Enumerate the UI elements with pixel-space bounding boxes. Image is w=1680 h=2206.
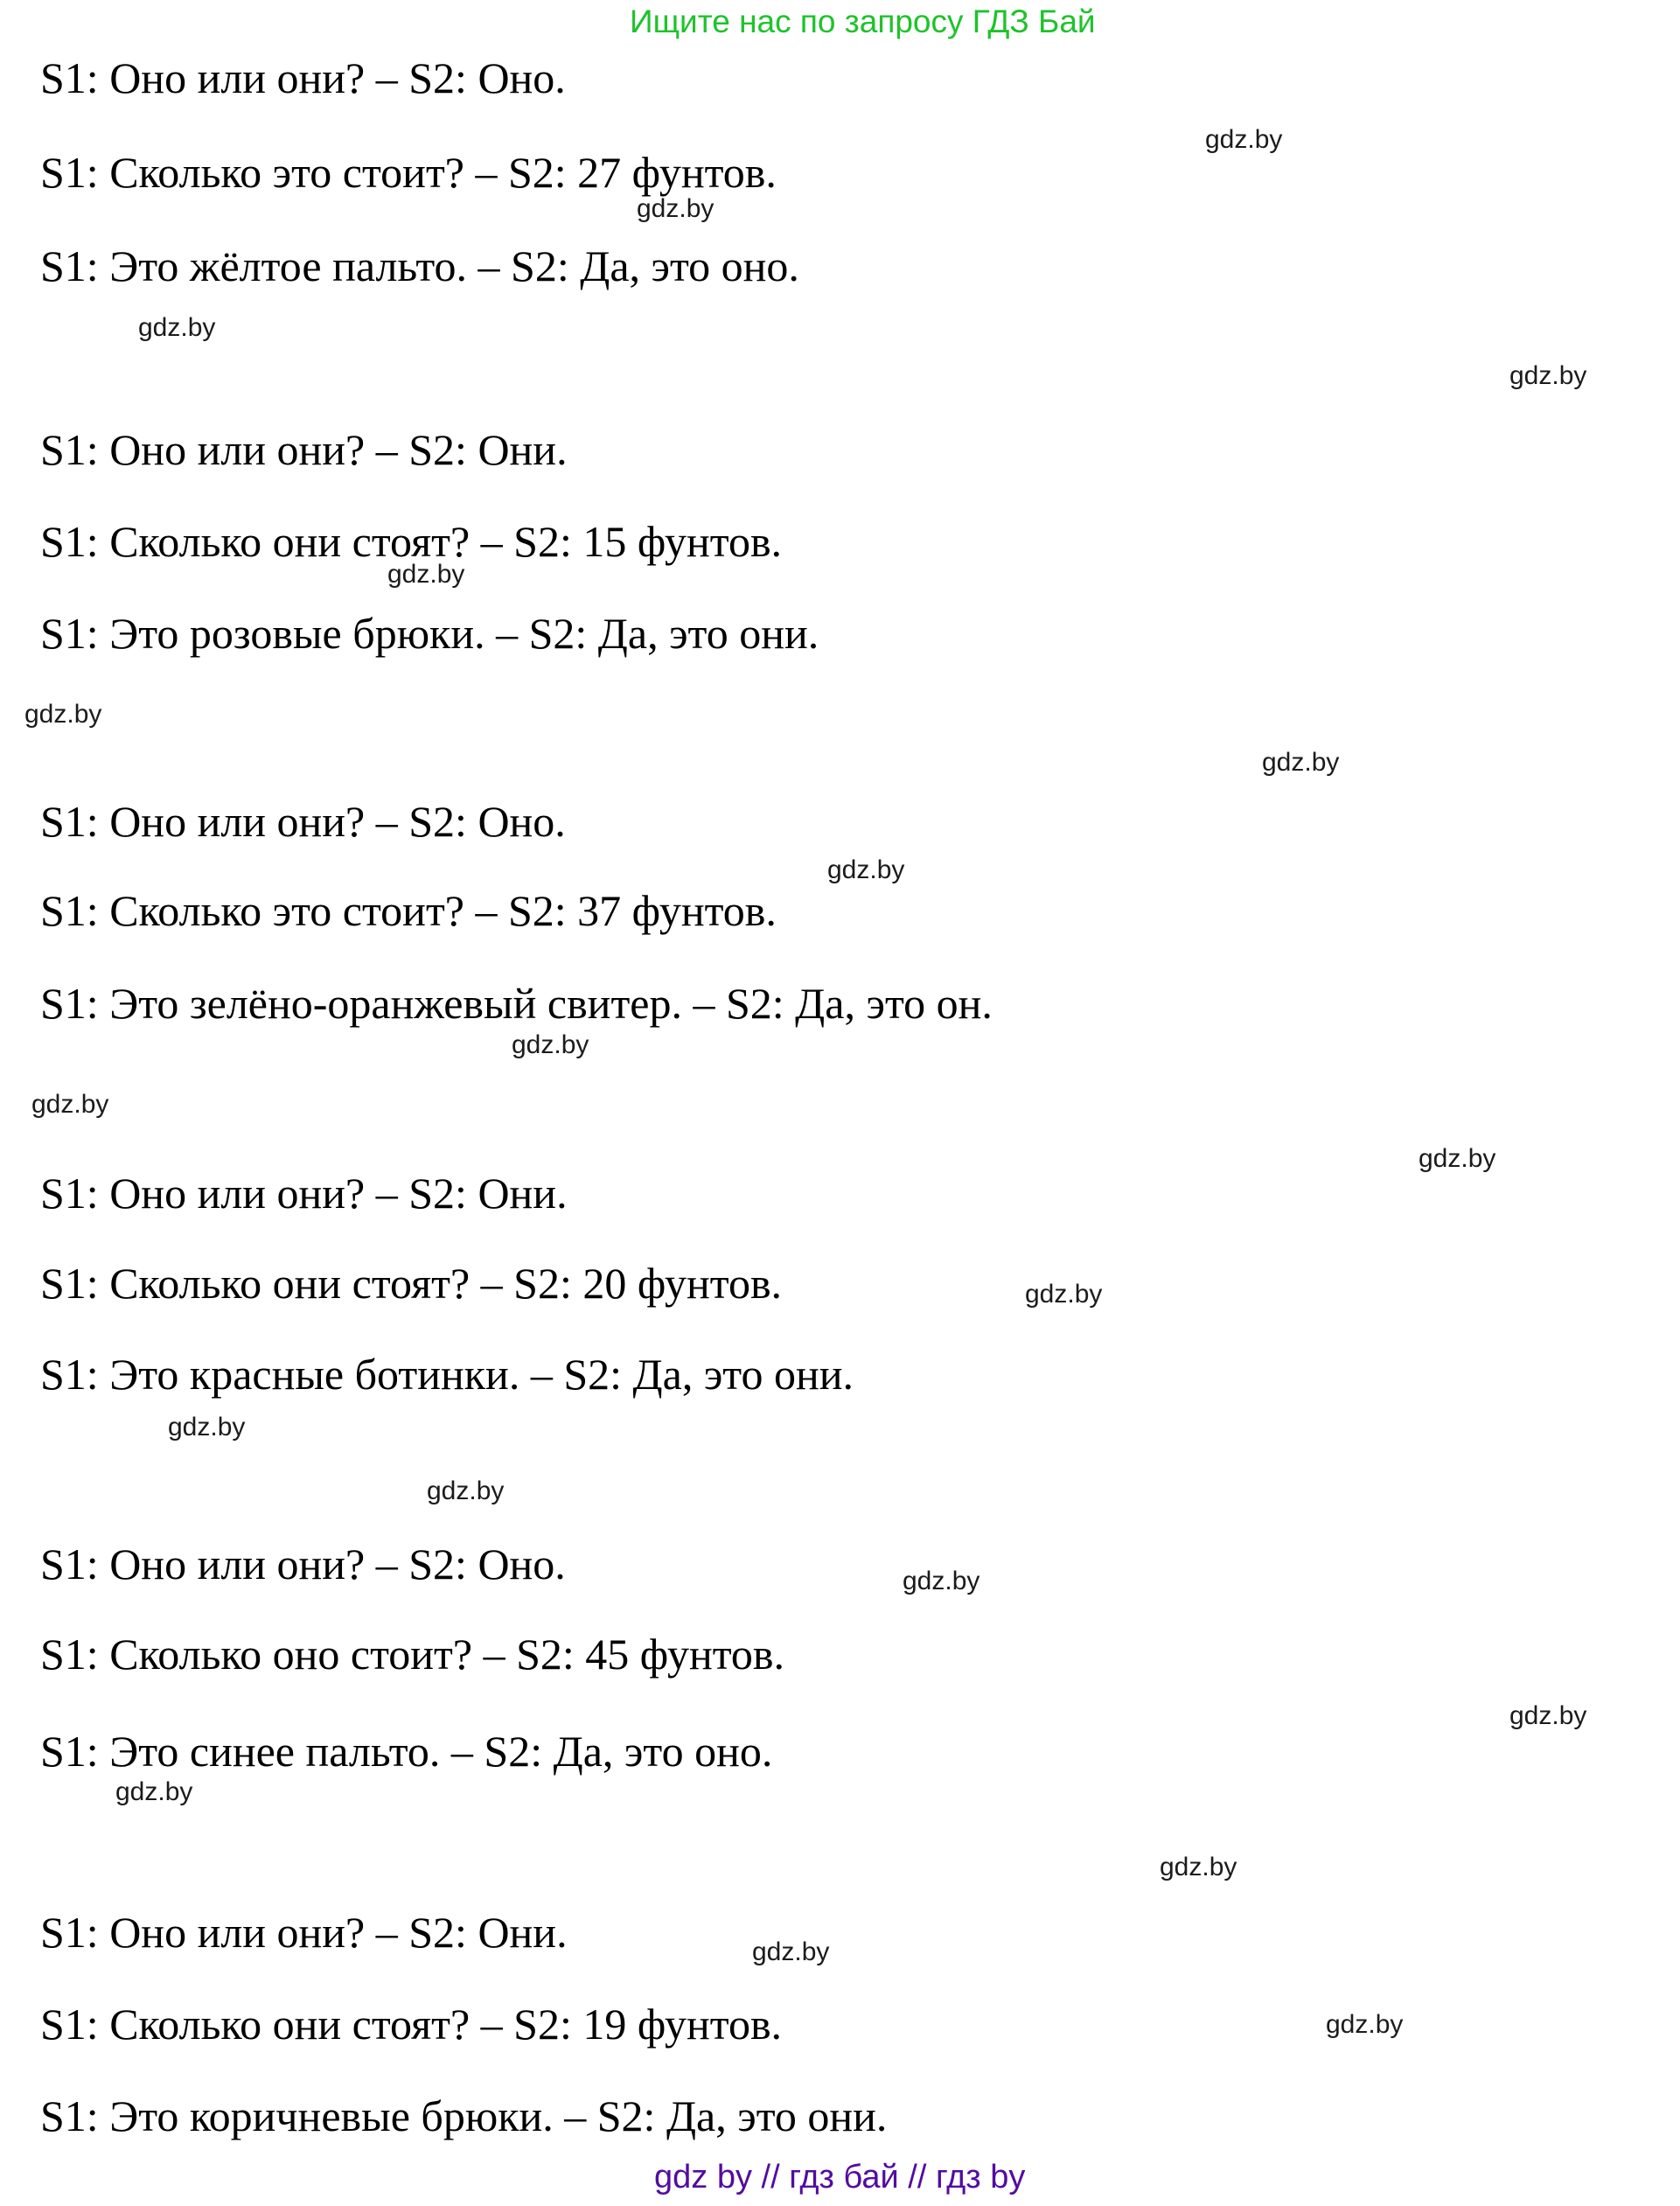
gdzby-watermark-14: gdz.by [427, 1476, 505, 1505]
gdzby-watermark-6: gdz.by [24, 700, 102, 729]
gdzby-watermark-17: gdz.by [115, 1777, 193, 1806]
dialogue-line-7: S1: Оно или они? – S2: Оно. [40, 797, 566, 846]
gdzby-watermark-10: gdz.by [31, 1090, 109, 1119]
promo-header-text: Ищите нас по запросу ГДЗ Бай [630, 3, 1096, 39]
dialogue-line-16: S1: Оно или они? – S2: Они. [40, 1908, 568, 1957]
dialogue-line-17: S1: Сколько они стоят? – S2: 19 фунтов. [40, 2000, 783, 2049]
gdzby-watermark-20: gdz.by [1326, 2010, 1404, 2039]
gdzby-watermark-11: gdz.by [1419, 1144, 1496, 1173]
gdzby-watermark-7: gdz.by [1262, 748, 1340, 777]
gdzby-watermark-12: gdz.by [1025, 1280, 1103, 1309]
dialogue-line-4: S1: Оно или они? – S2: Они. [40, 425, 568, 474]
dialogue-line-9: S1: Это зелёно-оранжевый свитер. – S2: Да, это он. [40, 979, 993, 1028]
dialogue-line-12: S1: Это красные ботинки. – S2: Да, это они. [40, 1350, 854, 1399]
gdzby-watermark-1: gdz.by [1205, 125, 1283, 154]
dialogue-line-1: S1: Оно или они? – S2: Оно. [40, 53, 566, 102]
gdzby-watermark-16: gdz.by [1509, 1701, 1587, 1730]
dialogue-line-10: S1: Оно или они? – S2: Они. [40, 1169, 568, 1218]
dialogue-line-18: S1: Это коричневые брюки. – S2: Да, это они. [40, 2091, 888, 2140]
dialogue-line-5: S1: Сколько они стоят? – S2: 15 фунтов. [40, 517, 783, 566]
gdzby-watermark-19: gdz.by [752, 1937, 830, 1966]
gdzby-watermark-15: gdz.by [903, 1567, 980, 1595]
gdzby-watermark-5: gdz.by [387, 560, 465, 589]
dialogue-line-14: S1: Сколько оно стоит? – S2: 45 фунтов. [40, 1630, 785, 1679]
gdzby-watermark-18: gdz.by [1160, 1853, 1237, 1881]
gdzby-watermark-9: gdz.by [512, 1030, 589, 1059]
dialogue-line-6: S1: Это розовые брюки. – S2: Да, это они. [40, 609, 819, 658]
gdzby-watermark-13: gdz.by [168, 1413, 246, 1442]
dialogue-line-15: S1: Это синее пальто. – S2: Да, это оно. [40, 1727, 773, 1776]
dialogue-line-8: S1: Сколько это стоит? – S2: 37 фунтов. [40, 886, 777, 935]
gdzby-watermark-8: gdz.by [827, 855, 905, 884]
dialogue-line-13: S1: Оно или они? – S2: Оно. [40, 1539, 566, 1588]
gdzby-watermark-2: gdz.by [637, 194, 715, 223]
gdzby-watermark-4: gdz.by [1509, 361, 1587, 390]
dialogue-line-3: S1: Это жёлтое пальто. – S2: Да, это оно. [40, 241, 799, 290]
gdzby-watermark-3: gdz.by [138, 313, 216, 342]
promo-footer-text: gdz by // гдз бай // гдз by [654, 2159, 1026, 2196]
dialogue-line-2: S1: Сколько это стоит? – S2: 27 фунтов. [40, 148, 777, 197]
dialogue-line-11: S1: Сколько они стоят? – S2: 20 фунтов. [40, 1259, 783, 1308]
